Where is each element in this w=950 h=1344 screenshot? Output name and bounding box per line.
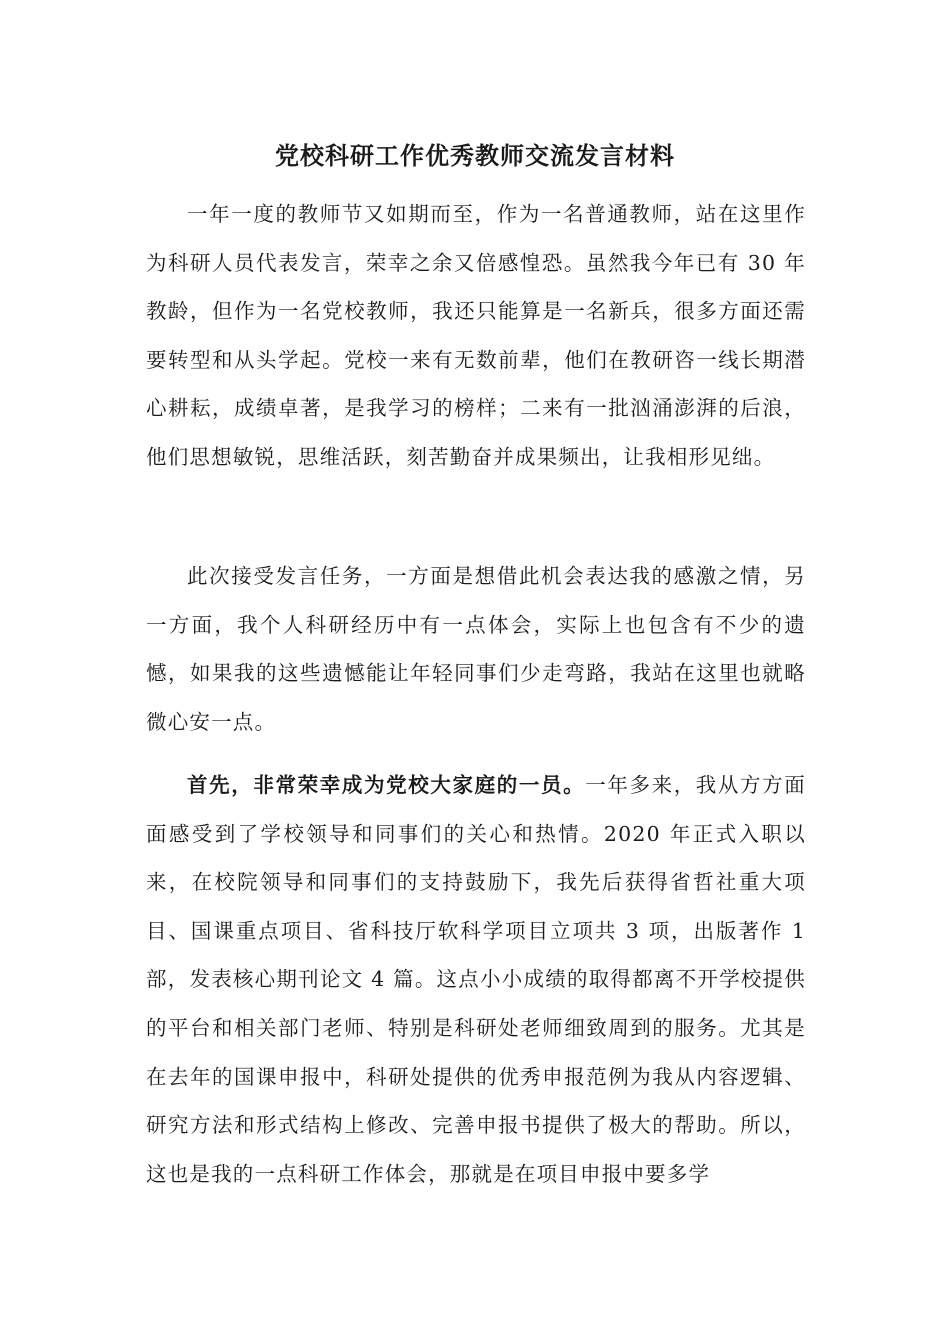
paragraph-first-point [146, 761, 806, 1198]
paragraph-intro [146, 190, 806, 482]
paragraph-lead-bold: 首先，非常荣幸成为党校大家庭的一员。 [187, 773, 586, 797]
paragraph-purpose [146, 552, 806, 746]
document-title: 党校科研工作优秀教师交流发言材料 [275, 141, 675, 170]
paragraph-text: 此次接受发言任务，一方面是想借此机会表达我的感激之情，另一方面，我个人科研经历中有一点体会，实际上也包含有不少的遗憾，如果我的这些遗憾能让年轻同事们少走弯路，我站在这里也就略微心安一点。 [146, 564, 806, 734]
paragraph-text: 一年多来，我从方方面面感受到了学校领导和同事们的关心和热情。2020 年正式入职以来，在校院领导和同事们的支持鼓励下，我先后获得省哲社重大项目、国课重点项目、省科技厅软科学项目立项共 3 项，出版著作 1 部，发表核心期刊论文 4 篇。这点小小成绩的取得都离不开学校提供的平台和相关部门老师、特别是科研处老师细致周到的服务。尤其是在去年的国课申报中，科研处提供的优秀申报范例为我从内容逻辑、研究方法和形式结构上修改、完善申报书提供了极大的帮助。所以，这也是我的一点科研工作体会，那就是在项目申报中要多学 [146, 773, 806, 1186]
paragraph-text: 一年一度的教师节又如期而至，作为一名普通教师，站在这里作为科研人员代表发言，荣幸之余又倍感惶恐。虽然我今年已有 30 年教龄，但作为一名党校教师，我还只能算是一名新兵，很多方面还需要转型和从头学起。党校一来有无数前辈，他们在教研咨一线长期潜心耕耘，成绩卓著，是我学习的榜样；二来有一批汹涌澎湃的后浪，他们思想敏锐，思维活跃，刻苦勤奋并成果频出，让我相形见绌。 [146, 202, 806, 469]
